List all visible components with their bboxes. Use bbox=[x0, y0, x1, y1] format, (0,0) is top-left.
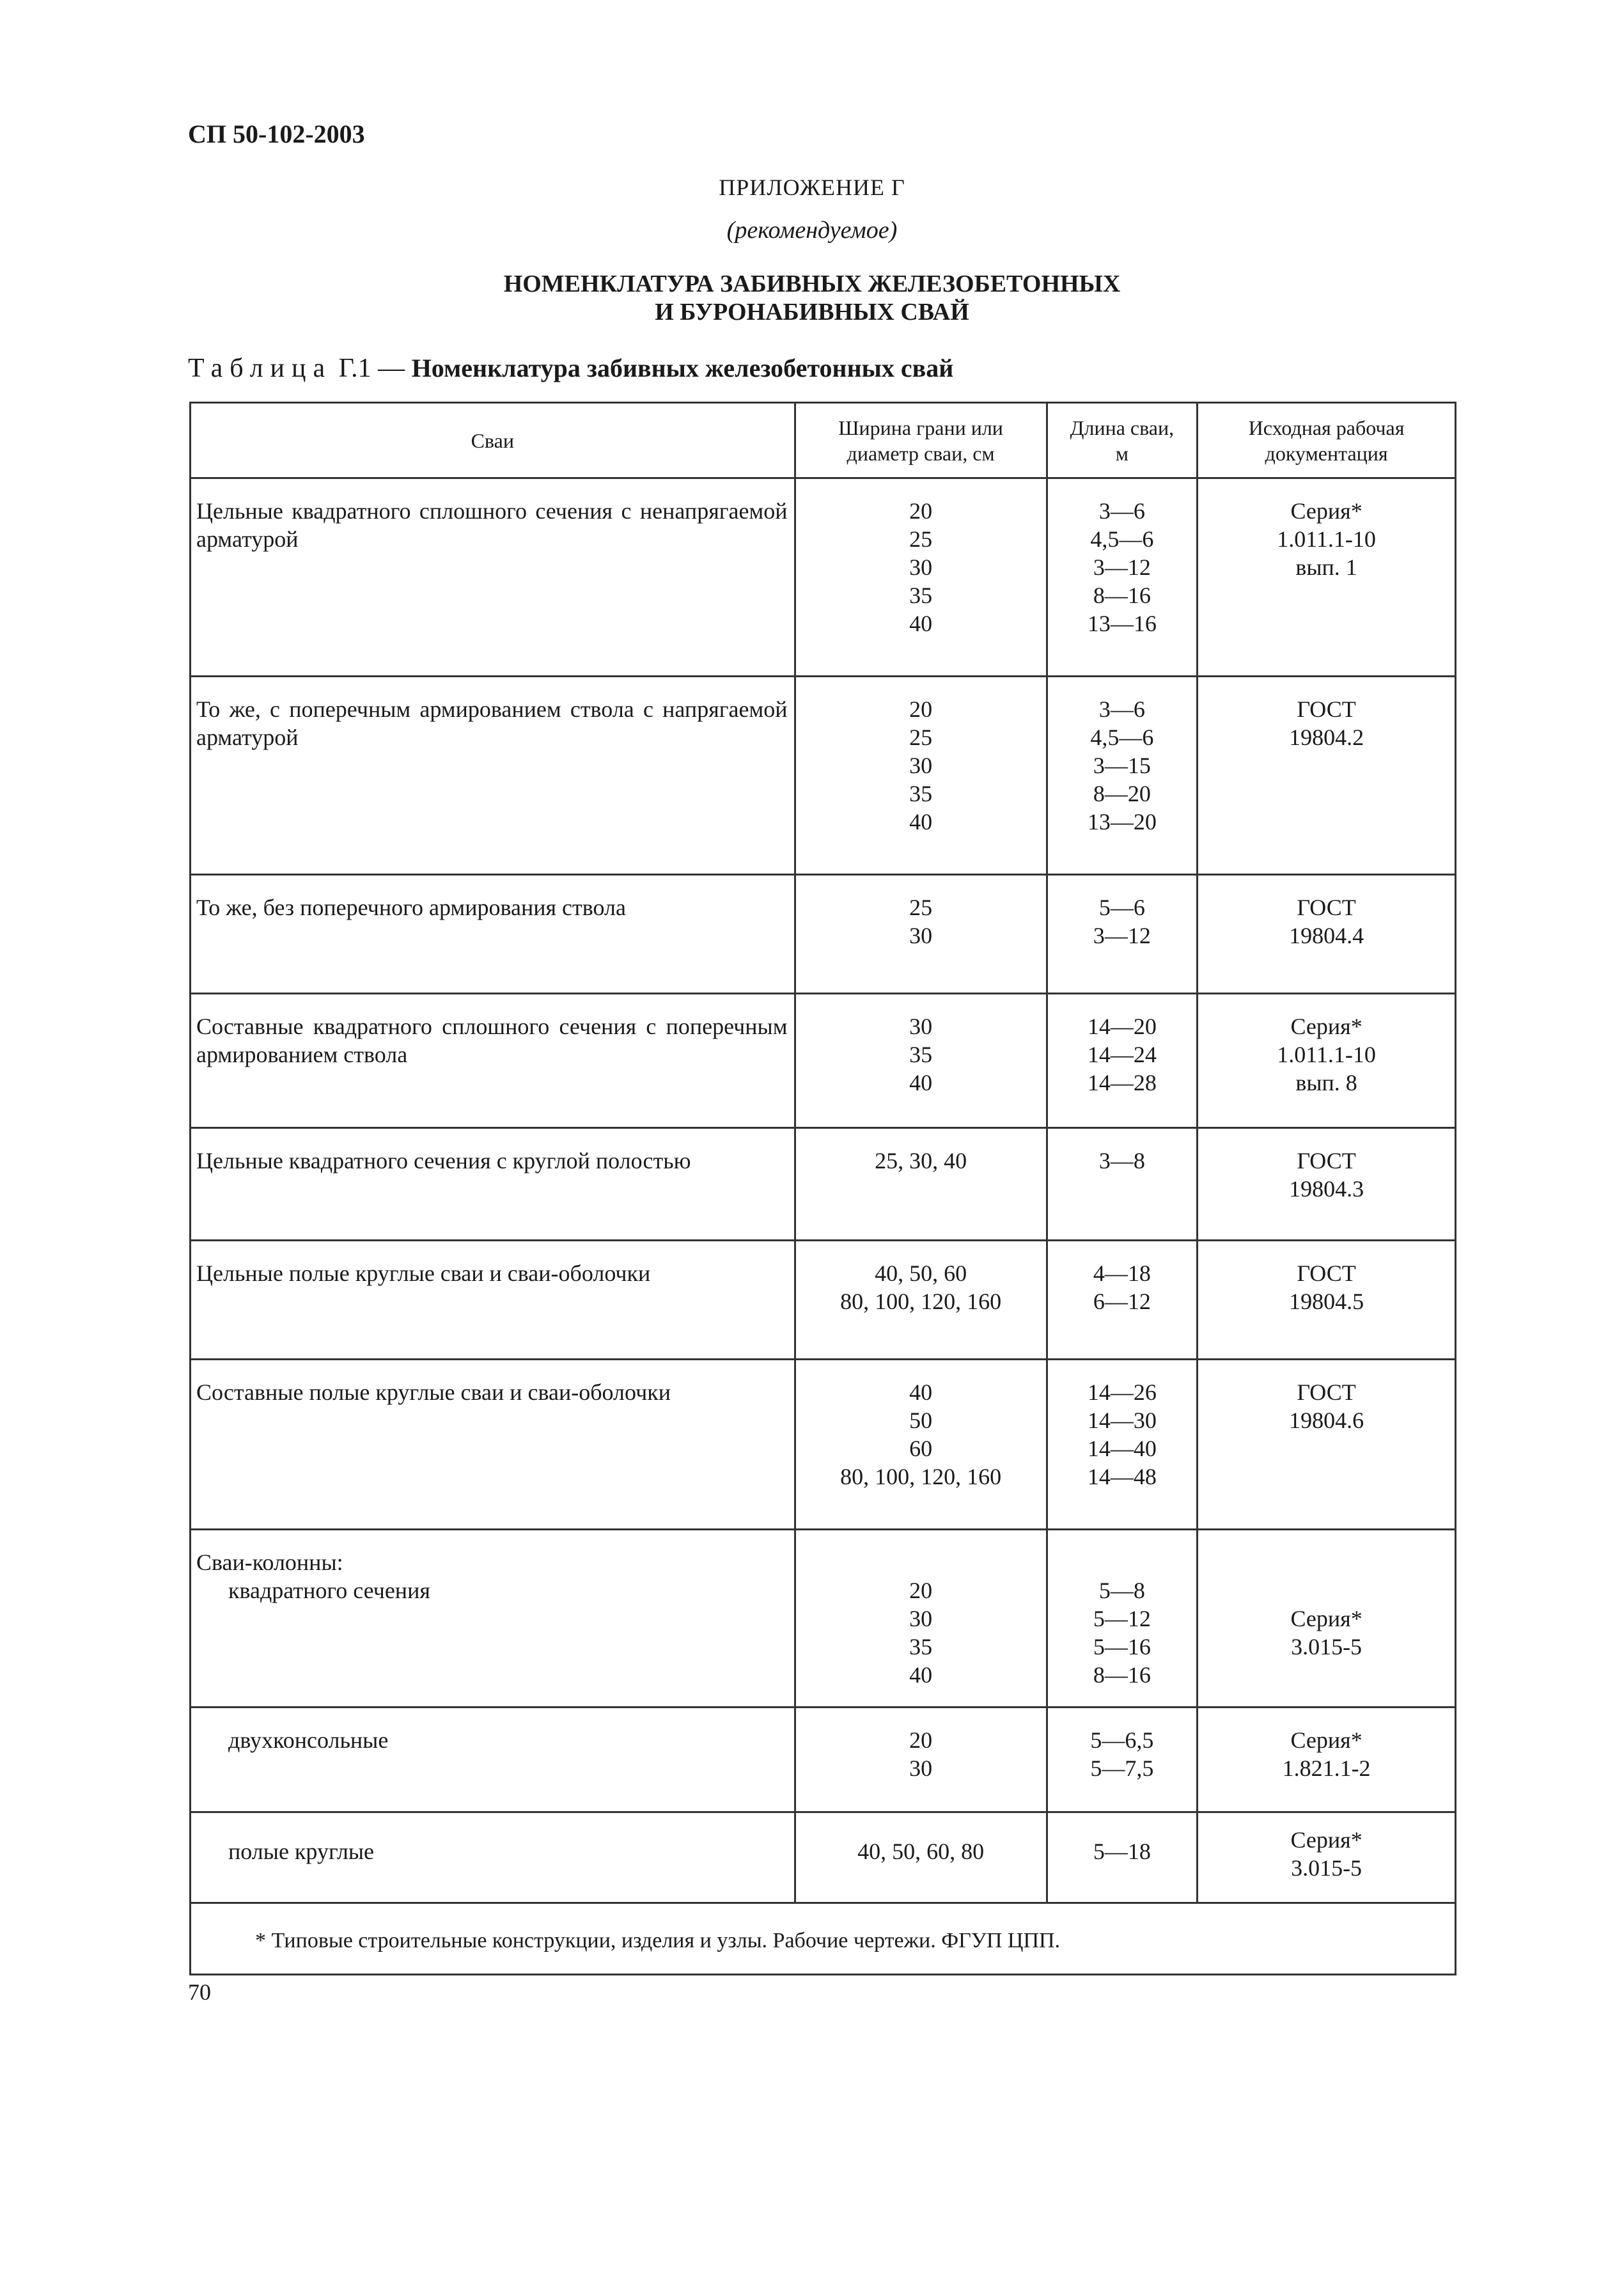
width-value: 35 bbox=[909, 781, 933, 806]
doc-reference bbox=[1198, 1812, 1456, 1903]
columns-square-name: квадратного сечения bbox=[228, 1578, 430, 1603]
length-values bbox=[1047, 1812, 1197, 1903]
table-row bbox=[191, 478, 1456, 677]
doc-reference bbox=[1198, 1360, 1456, 1530]
width-values bbox=[795, 1812, 1047, 1903]
doc-line: 19804.5 bbox=[1289, 1289, 1364, 1314]
doc-reference bbox=[1198, 1241, 1456, 1360]
doc-line: Серия* bbox=[1290, 1727, 1362, 1753]
length-values bbox=[1047, 1530, 1197, 1708]
width-value: 25, 30, 40 bbox=[875, 1148, 967, 1174]
header-length-line1: Длина сваи, bbox=[1070, 416, 1175, 439]
width-values bbox=[795, 478, 1047, 677]
length-values bbox=[1047, 1360, 1197, 1530]
length-value: 5—6,5 bbox=[1090, 1727, 1154, 1753]
length-value: 6—12 bbox=[1093, 1289, 1151, 1314]
header-docs bbox=[1198, 403, 1456, 478]
length-value: 13—16 bbox=[1087, 611, 1157, 636]
length-value: 13—20 bbox=[1087, 809, 1157, 835]
length-value: 3—6 bbox=[1098, 498, 1145, 524]
pile-type: Цельные полые круглые сваи и сваи-оболочки bbox=[191, 1241, 795, 1360]
pile-type: Цельные квадратного сплошного сечения с ненапрягаемой арматурой bbox=[191, 478, 795, 677]
doc-reference bbox=[1198, 1708, 1456, 1812]
width-value: 30 bbox=[909, 1014, 933, 1039]
length-value: 5—12 bbox=[1093, 1606, 1151, 1631]
width-values bbox=[795, 994, 1047, 1128]
width-value: 25 bbox=[909, 895, 933, 920]
header-docs-line1: Исходная рабочая bbox=[1248, 416, 1405, 439]
title-line-2: И БУРОНАБИВНЫХ СВАЙ bbox=[655, 299, 969, 326]
pile-type: двухконсольные bbox=[191, 1708, 795, 1812]
doc-reference bbox=[1198, 1530, 1456, 1708]
width-values bbox=[795, 875, 1047, 994]
width-values bbox=[795, 1241, 1047, 1360]
width-value: 40 bbox=[909, 1379, 933, 1405]
doc-line: 1.011.1-10 bbox=[1277, 526, 1376, 552]
doc-reference bbox=[1198, 1128, 1456, 1241]
length-values bbox=[1047, 994, 1197, 1128]
header-length-line2: м bbox=[1115, 441, 1129, 465]
width-value: 80, 100, 120, 160 bbox=[840, 1464, 1002, 1489]
length-value: 5—18 bbox=[1093, 1839, 1151, 1864]
length-values bbox=[1047, 1128, 1197, 1241]
table-row bbox=[191, 875, 1456, 994]
doc-line: 19804.2 bbox=[1289, 725, 1364, 750]
length-value: 14—26 bbox=[1087, 1379, 1157, 1405]
length-value: 3—8 bbox=[1098, 1148, 1145, 1174]
table-footnote-row bbox=[191, 1903, 1456, 1975]
width-value: 25 bbox=[909, 725, 933, 750]
length-values bbox=[1047, 1241, 1197, 1360]
table-row bbox=[191, 1708, 1456, 1812]
length-value: 3—15 bbox=[1093, 753, 1151, 778]
length-value: 14—30 bbox=[1087, 1408, 1157, 1433]
page-number: 70 bbox=[188, 1979, 211, 2005]
doc-line: 1.821.1-2 bbox=[1282, 1755, 1371, 1781]
width-value: 40 bbox=[909, 1662, 933, 1688]
appendix-label: ПРИЛОЖЕНИЕ Г bbox=[719, 175, 905, 200]
caption-number: Г.1 — bbox=[332, 354, 412, 383]
length-value: 14—48 bbox=[1087, 1464, 1157, 1489]
length-value: 8—20 bbox=[1093, 781, 1151, 806]
length-value: 5—16 bbox=[1093, 1634, 1151, 1660]
length-value: 5—7,5 bbox=[1090, 1755, 1154, 1781]
table-header-row bbox=[191, 403, 1456, 478]
doc-line: ГОСТ bbox=[1297, 1260, 1356, 1286]
table-row bbox=[191, 994, 1456, 1128]
width-value: 20 bbox=[909, 498, 933, 524]
doc-line: 3.015-5 bbox=[1291, 1634, 1362, 1660]
doc-line: ГОСТ bbox=[1297, 895, 1356, 920]
doc-line: ГОСТ bbox=[1297, 1379, 1356, 1405]
doc-line: Серия* bbox=[1290, 498, 1362, 524]
width-value: 30 bbox=[909, 1606, 933, 1631]
table-row bbox=[191, 1530, 1456, 1708]
length-values bbox=[1047, 677, 1197, 875]
length-values bbox=[1047, 478, 1197, 677]
width-value: 25 bbox=[909, 526, 933, 552]
doc-reference bbox=[1198, 677, 1456, 875]
width-value: 40 bbox=[909, 611, 933, 636]
width-value: 35 bbox=[909, 1634, 933, 1660]
length-value: 14—24 bbox=[1087, 1042, 1157, 1067]
width-value: 40, 50, 60 bbox=[875, 1260, 967, 1286]
length-value: 8—16 bbox=[1093, 583, 1151, 608]
width-value: 20 bbox=[909, 1578, 933, 1603]
doc-line: 3.015-5 bbox=[1291, 1855, 1362, 1881]
doc-reference bbox=[1198, 478, 1456, 677]
width-values bbox=[795, 1360, 1047, 1530]
length-value: 3—12 bbox=[1093, 554, 1151, 580]
length-values bbox=[1047, 1708, 1197, 1812]
header-width-line2: диаметр сваи, см bbox=[847, 441, 995, 465]
doc-line: 19804.4 bbox=[1289, 923, 1364, 948]
width-value: 40 bbox=[909, 809, 933, 835]
width-value: 40 bbox=[909, 1070, 933, 1095]
width-value: 30 bbox=[909, 554, 933, 580]
width-value: 50 bbox=[909, 1408, 933, 1433]
columns-group-title: Сваи-колонны: bbox=[196, 1550, 343, 1575]
header-length bbox=[1047, 403, 1197, 478]
length-value: 4—18 bbox=[1093, 1260, 1151, 1286]
pile-type: Составные квадратного сплошного сечения с поперечным армированием ствола bbox=[191, 994, 795, 1128]
header-piles: Сваи bbox=[191, 403, 795, 478]
table-footnote: * Типовые строительные конструкции, изделия и узлы. Рабочие чертежи. ФГУП ЦПП. bbox=[191, 1903, 1456, 1975]
doc-reference bbox=[1198, 994, 1456, 1128]
table-row bbox=[191, 1360, 1456, 1530]
width-value: 35 bbox=[909, 1042, 933, 1067]
pile-type: полые круглые bbox=[191, 1812, 795, 1903]
title-line-1: НОМЕНКЛАТУРА ЗАБИВНЫХ ЖЕЛЕЗОБЕТОННЫХ bbox=[503, 271, 1121, 297]
doc-line: вып. 1 bbox=[1295, 554, 1357, 580]
width-value: 30 bbox=[909, 753, 933, 778]
caption-prefix: Таблица bbox=[188, 354, 332, 383]
length-value: 5—6 bbox=[1098, 895, 1145, 920]
width-value: 35 bbox=[909, 583, 933, 608]
doc-line: 19804.6 bbox=[1289, 1408, 1364, 1433]
pile-type: То же, без поперечного армирования ствола bbox=[191, 875, 795, 994]
length-value: 8—16 bbox=[1093, 1662, 1151, 1688]
table-row bbox=[191, 1812, 1456, 1903]
doc-line: Серия* bbox=[1290, 1827, 1362, 1853]
width-value: 20 bbox=[909, 696, 933, 722]
width-value: 60 bbox=[909, 1436, 933, 1461]
caption-title: Номенклатура забивных железобетонных свай bbox=[411, 354, 954, 382]
header-docs-line2: документация bbox=[1265, 441, 1388, 465]
width-value: 30 bbox=[909, 1755, 933, 1781]
length-values bbox=[1047, 875, 1197, 994]
doc-line: вып. 8 bbox=[1295, 1070, 1357, 1095]
pile-type: Цельные квадратного сечения с круглой полостью bbox=[191, 1128, 795, 1241]
length-value: 5—8 bbox=[1098, 1578, 1145, 1603]
nomenclature-table bbox=[189, 402, 1456, 1975]
doc-line: Серия* bbox=[1290, 1606, 1362, 1631]
doc-line: 19804.3 bbox=[1289, 1176, 1364, 1202]
table-row bbox=[191, 677, 1456, 875]
pile-type: То же, с поперечным армированием ствола с напрягаемой арматурой bbox=[191, 677, 795, 875]
appendix-status: (рекомендуемое) bbox=[726, 217, 898, 244]
width-values bbox=[795, 1708, 1047, 1812]
length-value: 14—28 bbox=[1087, 1070, 1157, 1095]
table-row bbox=[191, 1241, 1456, 1360]
pile-type bbox=[191, 1530, 795, 1708]
width-value: 30 bbox=[909, 923, 933, 948]
width-value: 40, 50, 60, 80 bbox=[857, 1839, 985, 1864]
length-value: 4,5—6 bbox=[1090, 526, 1154, 552]
width-values bbox=[795, 1530, 1047, 1708]
width-value: 80, 100, 120, 160 bbox=[840, 1289, 1002, 1314]
doc-line: 1.011.1-10 bbox=[1277, 1042, 1376, 1067]
doc-reference bbox=[1198, 875, 1456, 994]
header-width bbox=[795, 403, 1047, 478]
length-value: 3—6 bbox=[1098, 696, 1145, 722]
doc-line: ГОСТ bbox=[1297, 1148, 1356, 1174]
doc-line: Серия* bbox=[1290, 1014, 1362, 1039]
table-caption bbox=[188, 353, 953, 384]
width-values bbox=[795, 677, 1047, 875]
width-value: 20 bbox=[909, 1727, 933, 1753]
header-width-line1: Ширина грани или bbox=[838, 416, 1003, 439]
length-value: 4,5—6 bbox=[1090, 725, 1154, 750]
width-values bbox=[795, 1128, 1047, 1241]
length-value: 14—20 bbox=[1087, 1014, 1157, 1039]
doc-line: ГОСТ bbox=[1297, 696, 1356, 722]
appendix-title bbox=[0, 270, 1624, 326]
document-code: СП 50-102-2003 bbox=[188, 120, 365, 148]
length-value: 14—40 bbox=[1087, 1436, 1157, 1461]
pile-type: Составные полые круглые сваи и сваи-оболочки bbox=[191, 1360, 795, 1530]
length-value: 3—12 bbox=[1093, 923, 1151, 948]
table-row bbox=[191, 1128, 1456, 1241]
